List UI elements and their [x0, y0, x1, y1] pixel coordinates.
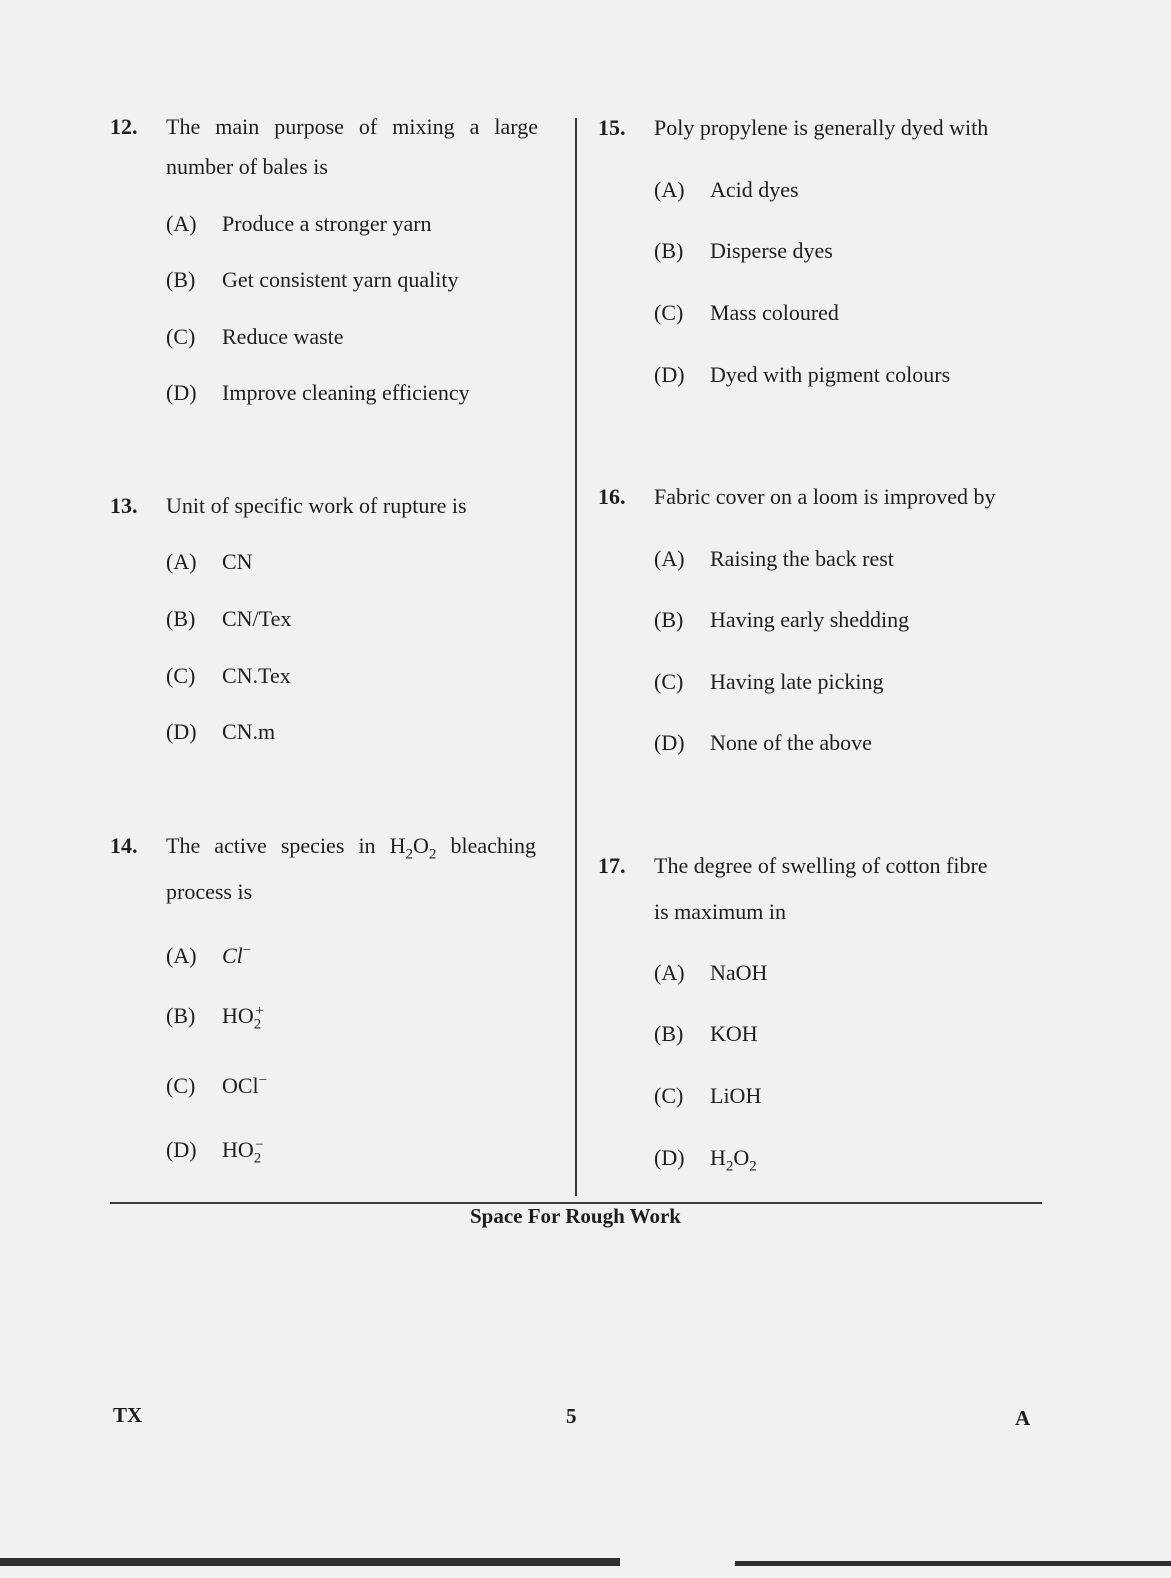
question-13	[110, 486, 540, 766]
question-stem: The active species in $H_2O_2$ bleaching	[166, 833, 536, 863]
question-17	[598, 846, 1038, 1186]
option-a: (A) Raising the back rest	[654, 546, 894, 571]
question-stem-line2: process is	[166, 879, 253, 904]
option-c: (C) CN.Tex	[166, 663, 291, 688]
question-stem: Poly propylene is generally dyed with	[654, 115, 989, 140]
scan-edge-bar-right	[735, 1561, 1171, 1566]
option-a: (A) Cl−	[166, 942, 252, 968]
question-number: 16.	[598, 484, 626, 509]
question-stem-line2: number of bales is	[166, 154, 328, 179]
question-stem: The main purpose of mixing a large	[166, 114, 538, 139]
option-d: (D) $HO_2^-$	[166, 1136, 264, 1167]
option-b: (B) Get consistent yarn quality	[166, 267, 459, 292]
question-stem: Fabric cover on a loom is improved by	[654, 484, 996, 509]
option-d: (D) Dyed with pigment colours	[654, 362, 951, 387]
question-12	[110, 107, 540, 427]
option-c: (C) Having late picking	[654, 669, 884, 694]
option-b: (B) Disperse dyes	[654, 238, 833, 263]
question-number: 13.	[110, 493, 138, 518]
question-number: 15.	[598, 115, 626, 140]
option-b: (B) CN/Tex	[166, 606, 292, 631]
rough-work-heading: Space For Rough Work	[469, 1204, 681, 1228]
option-d: (D) Improve cleaning efficiency	[166, 380, 470, 405]
question-number: 17.	[598, 853, 626, 878]
scan-edge-bar	[0, 1558, 620, 1566]
option-d: (D) None of the above	[654, 730, 872, 755]
option-a: (A) NaOH	[654, 960, 768, 985]
question-16	[598, 477, 1038, 777]
option-a: (A) Produce a stronger yarn	[166, 211, 432, 236]
question-number: 14.	[110, 833, 138, 858]
option-c: (C) LiOH	[654, 1083, 762, 1108]
option-d: (D) $H_2O_2$	[654, 1145, 757, 1175]
option-a: (A) CN	[166, 549, 253, 574]
question-number: 12.	[110, 114, 138, 139]
option-c: (C) Mass coloured	[654, 300, 839, 325]
question-stem: The degree of swelling of cotton fibre	[654, 853, 988, 878]
option-a: (A) Acid dyes	[654, 177, 799, 202]
column-divider	[575, 118, 577, 1196]
option-c: (C) OCl−	[166, 1072, 268, 1098]
question-stem-line2: is maximum in	[654, 899, 786, 924]
option-d: (D) CN.m	[166, 719, 276, 744]
option-b: (B) KOH	[654, 1021, 758, 1046]
footer-page-number: 5	[566, 1404, 577, 1428]
footer-series: A	[1015, 1406, 1031, 1430]
footer-subject-code: TX	[113, 1403, 143, 1427]
question-15	[598, 108, 1028, 408]
option-c: (C) Reduce waste	[166, 324, 344, 349]
question-14	[110, 826, 540, 1176]
option-b: (B) $HO_2^+$	[166, 1002, 264, 1033]
option-b: (B) Having early shedding	[654, 607, 910, 632]
question-stem: Unit of specific work of rupture is	[166, 493, 467, 518]
